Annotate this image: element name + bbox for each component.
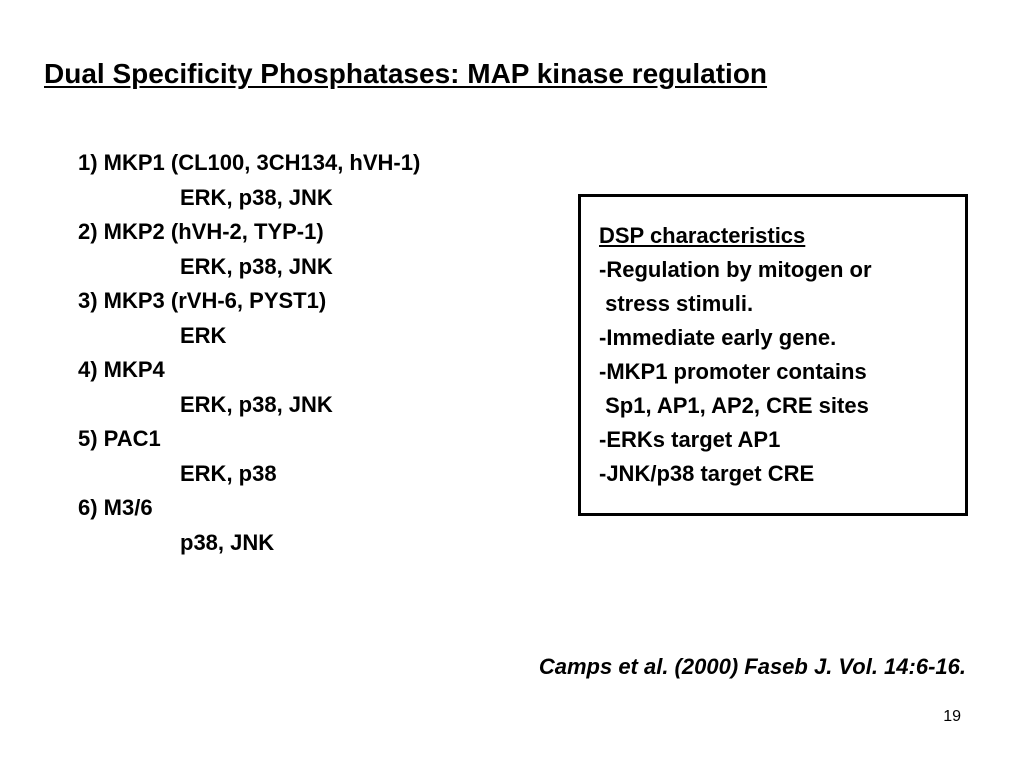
- characteristic-line: -Regulation by mitogen or: [599, 257, 872, 282]
- phosphatase-label: 2) MKP2 (hVH-2, TYP-1): [78, 219, 324, 244]
- phosphatase-label: 3) MKP3 (rVH-6, PYST1): [78, 288, 327, 313]
- page-number: 19: [943, 708, 961, 725]
- list-item: [78, 491, 420, 560]
- characteristic-line: -ERKs target AP1: [599, 427, 781, 452]
- phosphatase-targets: ERK, p38, JNK: [180, 184, 333, 210]
- phosphatase-targets: p38, JNK: [180, 529, 275, 555]
- phosphatase-label: 4) MKP4: [78, 357, 165, 382]
- phosphatase-targets: ERK: [180, 322, 227, 348]
- dsp-characteristics-box: [578, 194, 968, 516]
- list-item: [78, 353, 420, 422]
- characteristic-line: Sp1, AP1, AP2, CRE sites: [599, 393, 869, 418]
- phosphatase-targets: ERK, p38: [180, 460, 277, 486]
- phosphatase-list: [78, 146, 420, 560]
- list-item: [78, 284, 420, 353]
- characteristic-line: -JNK/p38 target CRE: [599, 461, 815, 486]
- phosphatase-label: 5) PAC1: [78, 426, 161, 451]
- characteristic-line: -MKP1 promoter contains: [599, 359, 867, 384]
- slide-title: Dual Specificity Phosphatases: MAP kinase regulation: [44, 58, 768, 89]
- phosphatase-targets: ERK, p38, JNK: [180, 391, 333, 417]
- list-item: [78, 215, 420, 284]
- list-item: [78, 146, 420, 215]
- phosphatase-label: 1) MKP1 (CL100, 3CH134, hVH-1): [78, 150, 421, 175]
- characteristic-line: -Immediate early gene.: [599, 325, 837, 350]
- box-heading: DSP characteristics: [599, 223, 806, 248]
- citation: Camps et al. (2000) Faseb J. Vol. 14:6-16.: [538, 654, 966, 679]
- phosphatase-label: 6) M3/6: [78, 495, 153, 520]
- characteristic-line: stress stimuli.: [599, 291, 754, 316]
- list-item: [78, 422, 420, 491]
- phosphatase-targets: ERK, p38, JNK: [180, 253, 333, 279]
